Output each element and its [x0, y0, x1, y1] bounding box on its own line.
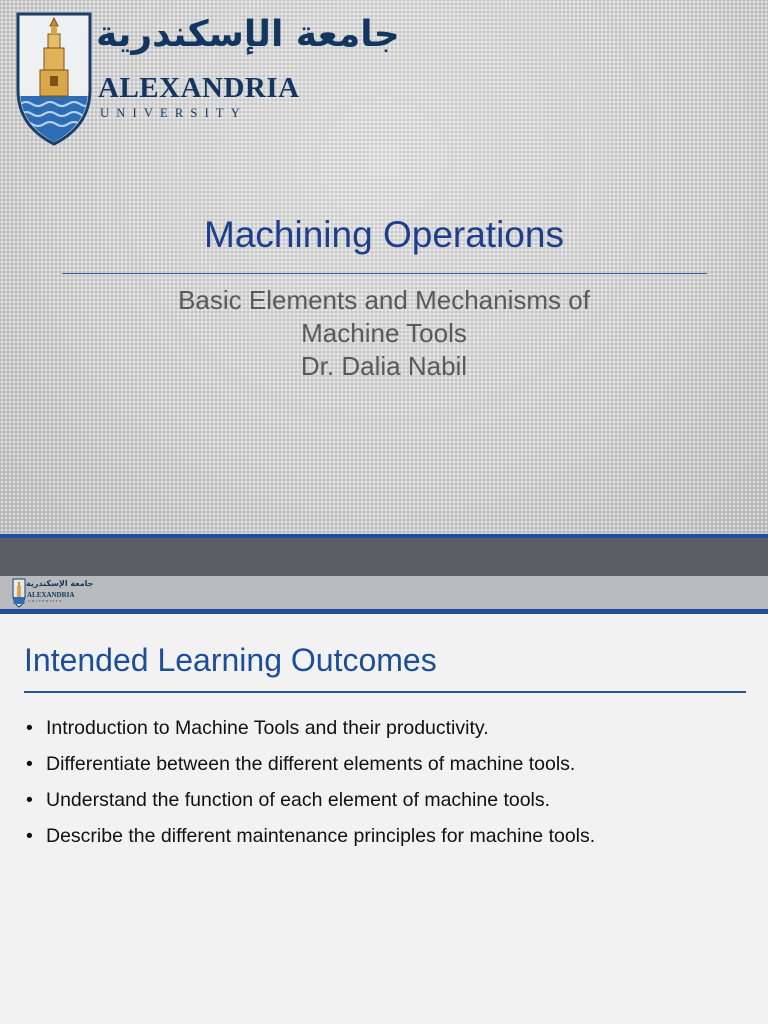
lighthouse-shield-icon	[12, 578, 26, 608]
header-band	[0, 576, 768, 609]
list-item-text: Differentiate between the different elements of machine tools.	[46, 753, 576, 775]
lighthouse-shield-icon	[16, 12, 92, 146]
logo-university: UNIVERSITY	[100, 106, 247, 120]
author-line: Dr. Dalia Nabil	[300, 351, 468, 381]
header-logo	[12, 578, 94, 608]
logo-arabic-text: جامعة الإسكندرية	[96, 14, 400, 55]
outcomes-list	[26, 710, 595, 854]
logo-name: ALEXANDRIA	[98, 72, 300, 104]
list-item	[26, 818, 595, 854]
header-logo-name: ALEXANDRIA	[27, 591, 75, 599]
title-divider	[62, 273, 707, 274]
list-item-text: Understand the function of each element of machine tools.	[46, 789, 551, 811]
list-item-text: Describe the different maintenance principles for machine tools.	[46, 825, 596, 847]
header-logo-arabic: جامعة الإسكندرية	[26, 579, 94, 588]
header-logo-university: UNIVERSITY	[28, 599, 63, 603]
list-item	[26, 782, 595, 818]
list-item-text: Introduction to Machine Tools and their productivity.	[46, 717, 489, 739]
outcomes-slide	[0, 614, 768, 1024]
bullet-icon: •	[26, 789, 33, 811]
list-item	[26, 710, 595, 746]
university-logo	[16, 12, 400, 146]
bullet-icon: •	[26, 717, 33, 739]
outcomes-heading: Intended Learning Outcomes	[24, 642, 437, 678]
heading-divider	[24, 691, 746, 693]
bullet-icon: •	[26, 825, 33, 847]
list-item	[26, 746, 595, 782]
slide-title: Machining Operations	[204, 214, 564, 255]
subtitle-line: Machine Tools	[301, 318, 467, 348]
subtitle-line: Basic Elements and Mechanisms of	[178, 285, 590, 315]
footer-band	[0, 538, 768, 576]
bullet-icon: •	[26, 753, 33, 775]
slide-subtitle	[0, 284, 768, 383]
